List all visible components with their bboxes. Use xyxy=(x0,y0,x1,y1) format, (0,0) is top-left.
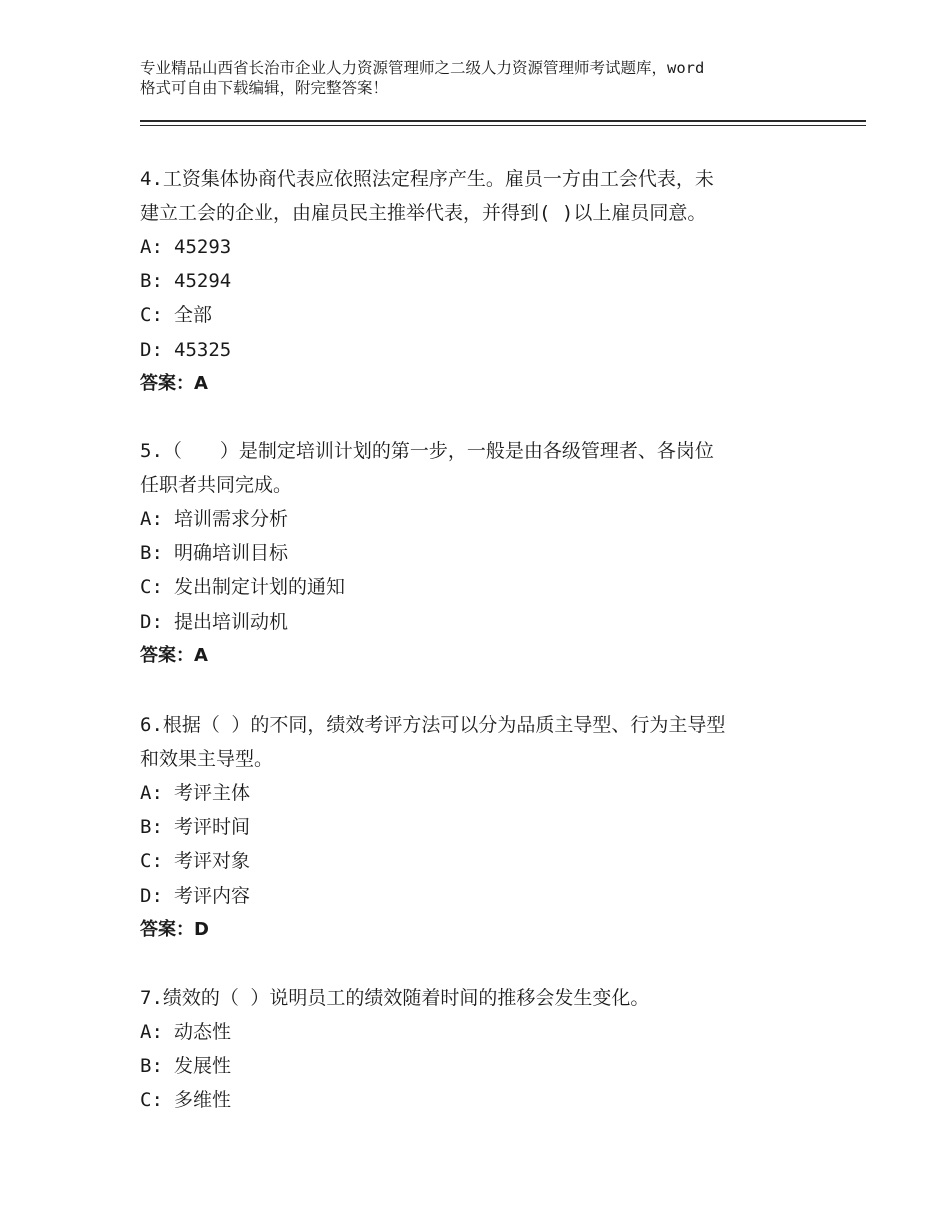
question-stem xyxy=(140,708,820,776)
question-stem-line: 任职者共同完成。 xyxy=(140,474,293,496)
option-key: B: xyxy=(140,542,163,565)
option-c xyxy=(140,570,820,604)
option-a xyxy=(140,776,820,810)
question-stem xyxy=(140,162,820,230)
header-divider-thin xyxy=(140,125,866,126)
question-stem xyxy=(140,981,820,1015)
option-key: C: xyxy=(140,850,163,873)
option-b xyxy=(140,536,820,570)
option-c xyxy=(140,1083,820,1117)
option-text: 培训需求分析 xyxy=(174,508,289,530)
question-7 xyxy=(140,981,820,1118)
answer-label: 答案：D xyxy=(140,918,209,940)
question-stem-line: 建立工会的企业，由雇员民主推举代表，并得到( )以上雇员同意。 xyxy=(140,202,707,224)
option-text: 45294 xyxy=(174,270,232,293)
option-key: B: xyxy=(140,270,163,293)
option-text: 发展性 xyxy=(174,1055,232,1078)
option-d xyxy=(140,879,820,913)
option-key: D: xyxy=(140,610,163,633)
option-a xyxy=(140,1015,820,1049)
option-key: A: xyxy=(140,236,163,258)
option-key: C: xyxy=(140,576,163,599)
option-d xyxy=(140,333,820,367)
option-text: 考评对象 xyxy=(174,850,251,873)
option-text: 提出培训动机 xyxy=(174,610,289,633)
option-b xyxy=(140,1049,820,1083)
header-line: 格式可自由下载编辑，附完整答案！ xyxy=(140,79,389,97)
answer-label: 答案：A xyxy=(140,644,208,666)
option-text: 考评主体 xyxy=(174,782,251,804)
document-header xyxy=(140,58,840,98)
option-key: A: xyxy=(140,1021,163,1043)
question-stem xyxy=(140,434,820,502)
answer-label: 答案：A xyxy=(140,372,208,394)
option-key: A: xyxy=(140,508,163,530)
header-divider-thick xyxy=(140,120,866,122)
option-key: B: xyxy=(140,816,163,839)
question-stem-line: 4.工资集体协商代表应依照法定程序产生。雇员一方由工会代表，未 xyxy=(140,168,714,190)
option-text: 发出制定计划的通知 xyxy=(174,576,346,599)
option-b xyxy=(140,810,820,844)
question-5 xyxy=(140,434,820,673)
option-text: 全部 xyxy=(174,304,213,327)
option-b xyxy=(140,264,820,298)
option-key: B: xyxy=(140,1055,163,1078)
option-c xyxy=(140,844,820,878)
option-a xyxy=(140,230,820,264)
option-text: 45293 xyxy=(174,236,232,258)
option-key: C: xyxy=(140,1089,163,1112)
option-a xyxy=(140,502,820,536)
header-line: 专业精品山西省长治市企业人力资源管理师之二级人力资源管理师考试题库，word xyxy=(140,59,705,77)
option-text: 明确培训目标 xyxy=(174,542,289,565)
option-text: 45325 xyxy=(174,338,232,361)
question-stem-line: 5.（ ）是制定培训计划的第一步，一般是由各级管理者、各岗位 xyxy=(140,440,714,462)
option-text: 动态性 xyxy=(174,1021,232,1043)
option-key: D: xyxy=(140,884,163,907)
question-6 xyxy=(140,708,820,947)
question-stem-line: 和效果主导型。 xyxy=(140,748,274,770)
option-text: 多维性 xyxy=(174,1089,232,1112)
option-text: 考评时间 xyxy=(174,816,251,839)
option-key: D: xyxy=(140,338,163,361)
option-c xyxy=(140,298,820,332)
question-stem-line: 6.根据（ ）的不同，绩效考评方法可以分为品质主导型、行为主导型 xyxy=(140,714,726,736)
option-key: A: xyxy=(140,782,163,804)
question-4 xyxy=(140,162,820,401)
question-stem-line: 7.绩效的（ ）说明员工的绩效随着时间的推移会发生变化。 xyxy=(140,987,650,1009)
option-text: 考评内容 xyxy=(174,884,251,907)
option-key: C: xyxy=(140,304,163,327)
option-d xyxy=(140,605,820,639)
